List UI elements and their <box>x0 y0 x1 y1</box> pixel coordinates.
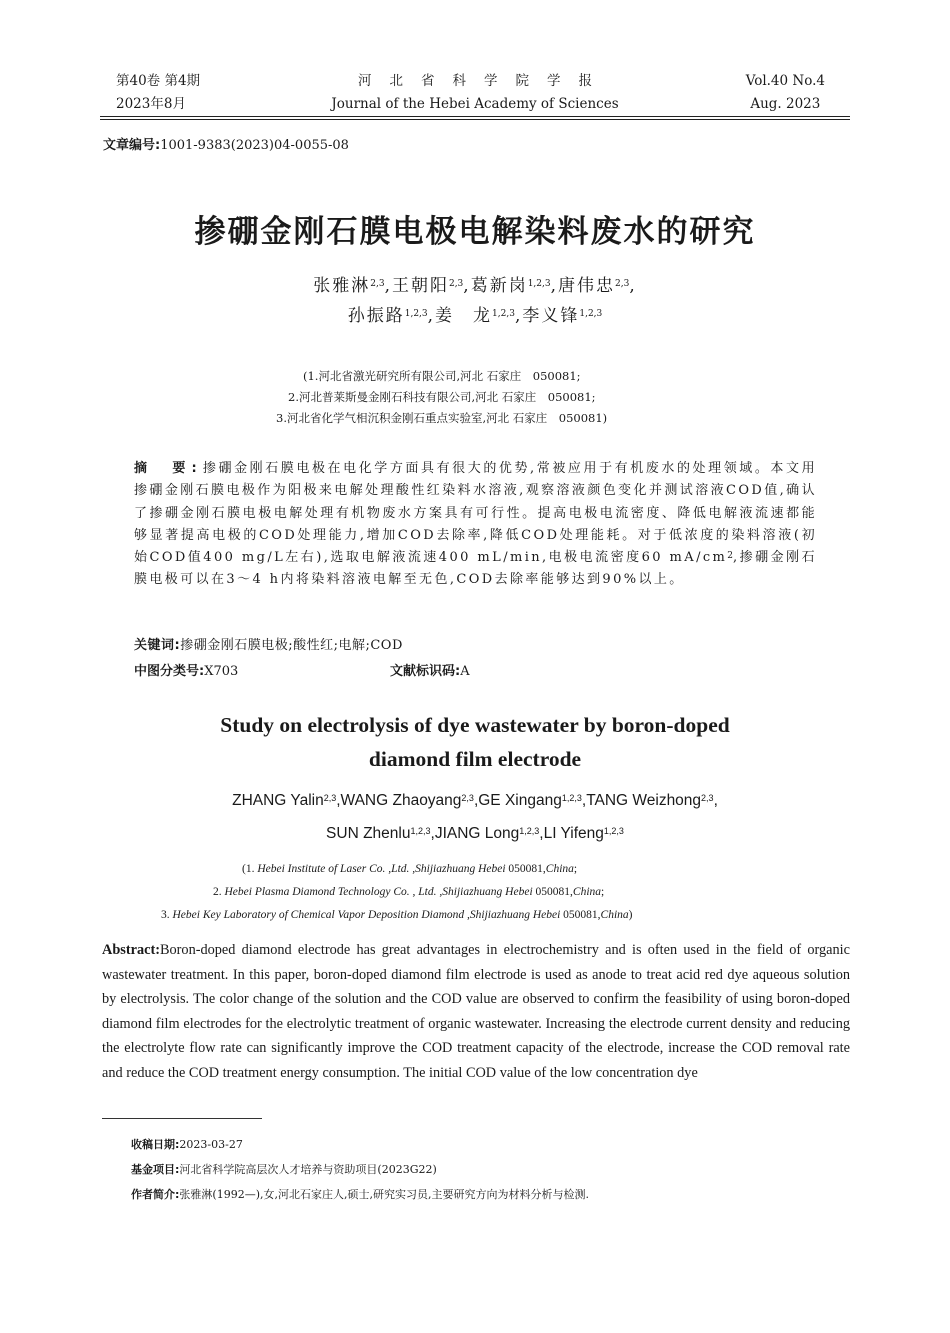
author-en-affil-sup: 2,3 <box>461 793 474 803</box>
authors-en-line1 <box>0 784 950 817</box>
document-code <box>390 660 470 679</box>
author-en-affil-sup: 2,3 <box>701 793 714 803</box>
abstract-cn-text: 掺硼金刚石膜电极在电化学方面具有很大的优势,常被应用于有机废水的处理领域。本文用掺硼金刚石膜电极作为阳极来电解处理酸性红染料水溶液,观察溶液颜色变化并测试溶液COD值,确认了掺硼金刚石膜电极电解处理有机物废水方案具有可行性。提高电极电流密度、降低电解液流速都能够显著提高电极的COD处理能力,增加COD去除率,降低COD处理能耗。对于低浓度的染料溶液(初始COD值400 mg/L左右),选取电解液流速400 mL/min,电极电流密度60 mA/cm <box>134 461 817 566</box>
author: 王朝阳 <box>391 276 449 296</box>
issue-info-en <box>746 70 825 116</box>
author: 张雅淋 <box>313 276 371 296</box>
authors-cn <box>0 271 950 331</box>
abstract-cn-sup: 2 <box>727 551 733 562</box>
document-code-label: 文献标识码: <box>390 664 461 679</box>
affil-en-country: China <box>545 863 574 875</box>
footnotes <box>131 1132 589 1207</box>
affil-en-prefix: (1. <box>242 863 258 875</box>
affil-en-text: Hebei Key Laboratory of Chemical Vapor Deposition Diamond ,Shijiazhuang Hebei <box>172 909 561 921</box>
author-en-affil-sup: 1,2,3 <box>561 793 582 803</box>
volume-issue-en: Vol.40 No.4 <box>745 73 825 89</box>
authors-en <box>0 784 950 850</box>
title-cn: 掺硼金刚石膜电极电解染料废水的研究 <box>194 214 756 250</box>
author-sep: , <box>629 276 637 296</box>
author-en-sep: , <box>473 792 479 809</box>
header-rule-thin <box>100 119 850 120</box>
authors-cn-line1 <box>0 271 950 301</box>
affiliation-en-1 <box>242 858 950 881</box>
footnote-value: 2023-03-27 <box>179 1138 243 1151</box>
author-sep: , <box>463 276 471 296</box>
keywords-cn-label: 关键词: <box>134 638 181 653</box>
author-en-sep: , <box>430 825 435 842</box>
keywords-cn-value: 掺硼金刚石膜电极;酸性红;电解;COD <box>180 638 403 653</box>
authors-cn-line2 <box>0 301 950 331</box>
classification-label: 中图分类号: <box>134 664 205 679</box>
affil-en-text: Hebei Institute of Laser Co. ,Ltd. ,Shijiazhuang Hebei <box>257 863 506 875</box>
author-en: WANG Zhaoyang <box>340 792 462 809</box>
classification-number <box>134 660 238 679</box>
article-number <box>103 134 349 153</box>
footnote-label: 作者简介: <box>131 1188 180 1201</box>
title-en-line1: Study on electrolysis of dye wastewater by boron-doped <box>220 713 730 737</box>
abstract-en <box>102 938 850 1086</box>
affil-en-end: ; <box>573 863 578 875</box>
classification-value: X703 <box>204 664 239 679</box>
affil-en-prefix: 2. <box>213 886 225 898</box>
author-en: GE Xingang <box>478 792 562 809</box>
author: 姜 龙 <box>435 306 493 326</box>
author-en-sep: , <box>581 792 587 809</box>
footnote-author-bio <box>131 1182 589 1207</box>
author-affil-sup: 1,2,3 <box>579 309 603 319</box>
author-en: ZHANG Yalin <box>232 792 324 809</box>
author-sep: , <box>550 276 559 296</box>
journal-name-en: Journal of the Hebei Academy of Sciences <box>331 96 619 112</box>
affil-en-country: China <box>600 909 629 921</box>
author: 唐伟忠 <box>558 276 616 296</box>
volume-issue: 第40卷 第4期 <box>116 73 201 89</box>
affil-en-country: China <box>572 886 602 898</box>
footnote-rule <box>102 1118 262 1119</box>
journal-name <box>100 70 850 116</box>
author-affil-sup: 1,2,3 <box>404 309 428 319</box>
affil-en-end: ; <box>601 886 605 898</box>
author-sep: , <box>384 276 392 296</box>
author-affil-sup: 2,3 <box>448 279 464 289</box>
author-en-affil-sup: 2,3 <box>323 793 337 803</box>
abstract-en-text: Boron-doped diamond electrode has great advantages in electrochemistry and is often used in the field of organic wastewater treatment. In this paper, boron-doped diamond film electrode is used as anode to treat acid red dye aqueous solution by electrolysis. The color change of the solution and the COD value are observed to confirm the feasibility of using boron-doped diamond film electrodes for the electrolytic treatment of organic wastewater. Increasing the electrode current density and reducing the electrolyte flow rate can significantly improve the COD treatment capacity of the electrode, increase the COD removal rate and reduce the COD treatment energy consumption. The initial COD value of the low concentration dye <box>102 942 850 1081</box>
affil-en-text: Hebei Plasma Diamond Technology Co. , Ltd. ,Shijiazhuang Hebei <box>224 886 533 898</box>
author-en: TANG Weizhong <box>586 792 702 809</box>
affiliations-en <box>0 858 950 927</box>
affil-en-end: ) <box>628 909 633 921</box>
footnote-label: 基金项目: <box>131 1163 180 1176</box>
abstract-cn-label: 摘 要: <box>134 461 203 476</box>
header-rule-thick <box>100 116 850 117</box>
author-en-affil-sup: 1,2,3 <box>603 826 624 836</box>
abstract-cn-text2: ,掺硼金刚石膜电极可以在3～4 h内将染料溶液电解至无色,COD去除率能够达到90%以上。 <box>134 550 817 588</box>
footnote-value: 张雅淋(1992—),女,河北石家庄人,硕士,研究实习员,主要研究方向为材料分析与检测. <box>179 1188 589 1201</box>
affiliations-cn <box>0 366 950 429</box>
affil-en-prefix: 3. <box>161 909 173 921</box>
document-code-value: A <box>460 664 470 679</box>
journal-header <box>100 70 850 120</box>
authors-en-line2 <box>0 817 950 850</box>
abstract-cn <box>134 458 817 592</box>
footnote-funding <box>131 1157 589 1182</box>
affiliation-en-3 <box>161 904 950 927</box>
author-sep: , <box>514 306 523 326</box>
affil-en-postcode: 050081, <box>532 886 573 898</box>
author-en-affil-sup: 1,2,3 <box>519 826 540 836</box>
article-number-label: 文章编号: <box>103 138 161 153</box>
author-en-sep: , <box>713 792 718 809</box>
article-number-value: 1001-9383(2023)04-0055-08 <box>160 138 349 153</box>
author-affil-sup: 1,2,3 <box>492 309 515 319</box>
author-en-sep: , <box>336 792 341 809</box>
affiliation-cn-1: (1.河北省激光研究所有限公司,河北 石家庄 050081; <box>303 369 581 383</box>
author-en-sep: , <box>539 825 544 842</box>
affiliation-cn-3: 3.河北省化学气相沉积金刚石重点实验室,河北 石家庄 050081) <box>276 411 608 425</box>
author: 葛新岗 <box>470 276 528 296</box>
affiliation-en-2 <box>213 881 950 904</box>
footnote-value: 河北省科学院高层次人才培养与资助项目(2023G22) <box>179 1163 437 1176</box>
title-en-line2: diamond film electrode <box>368 747 582 771</box>
footnote-received <box>131 1132 589 1157</box>
affiliation-cn-2: 2.河北普莱斯曼金刚石科技有限公司,河北 石家庄 050081; <box>288 390 596 404</box>
affil-en-postcode: 050081, <box>560 909 601 921</box>
author-en: SUN Zhenlu <box>326 825 411 842</box>
author-affil-sup: 2,3 <box>370 279 385 289</box>
issue-date-en: Aug. 2023 <box>750 96 821 112</box>
footnote-label: 收稿日期: <box>131 1138 180 1151</box>
affil-en-postcode: 050081, <box>505 863 546 875</box>
keywords-cn <box>134 634 403 653</box>
author: 李义锋 <box>522 306 580 326</box>
title-en <box>0 708 950 776</box>
author-en: JIANG Long <box>434 825 520 842</box>
author-affil-sup: 1,2,3 <box>527 279 551 289</box>
author: 孙振路 <box>347 306 405 326</box>
issue-date: 2023年8月 <box>116 96 186 112</box>
author-affil-sup: 2,3 <box>615 279 630 289</box>
author-en: LI Yifeng <box>543 825 604 842</box>
author-sep: , <box>427 306 436 326</box>
abstract-en-label: Abstract: <box>102 942 160 958</box>
journal-name-cn: 河北省科学院学报 <box>358 73 610 89</box>
author-en-affil-sup: 1,2,3 <box>410 826 431 836</box>
